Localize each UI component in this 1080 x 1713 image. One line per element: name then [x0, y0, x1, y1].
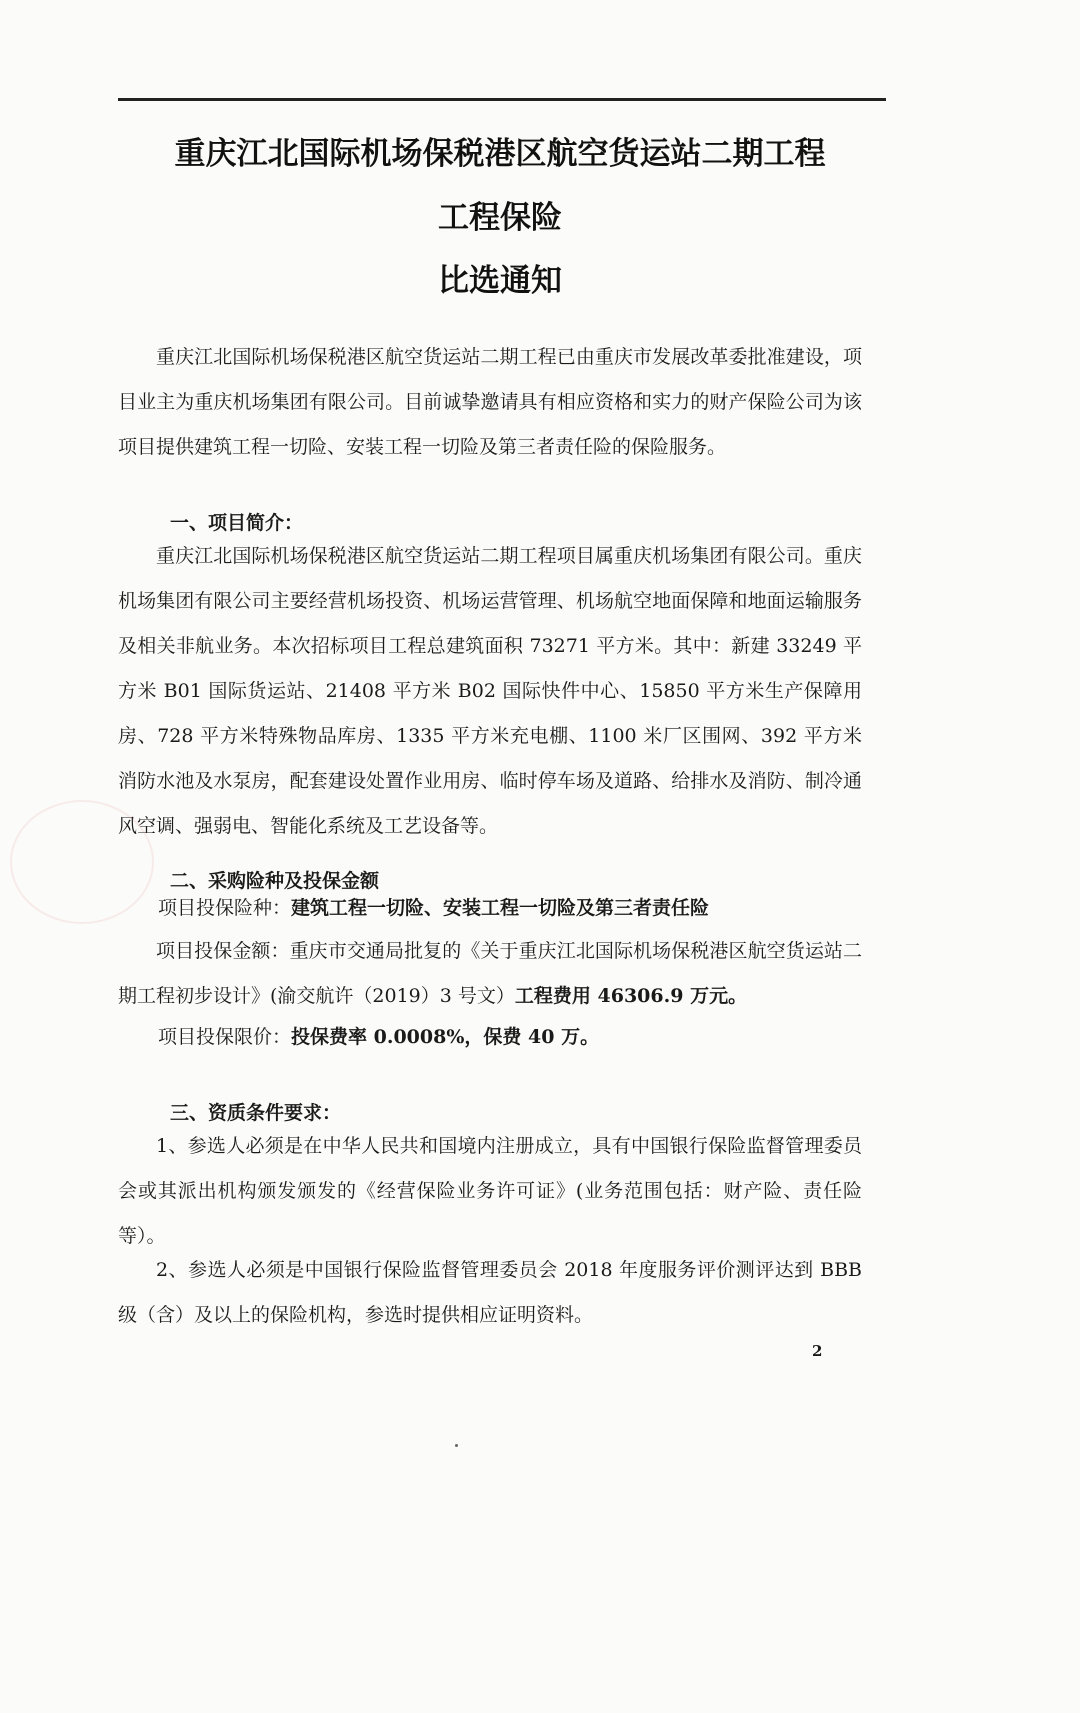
section-2-heading: 二、采购险种及投保金额 [170, 870, 380, 892]
insurance-limit-value: 投保费率 0.0008%，保费 40 万。 [291, 1026, 600, 1048]
title-line-1: 重庆江北国际机场保税港区航空货运站二期工程 [174, 136, 826, 172]
title-line-3: 比选通知 [438, 263, 562, 299]
insurance-amount-value: 工程费用 46306.9 万元。 [514, 985, 748, 1007]
section-1-body: 重庆江北国际机场保税港区航空货运站二期工程项目属重庆机场集团有限公司。重庆机场集团有限公司主要经营机场投资、机场运营管理、机场航空地面保障和地面运输服务及相关非航业务。本次招标项目工程总建筑面积 73271 平方米。其中：新建 33249 平方米 B01 国际货运站、21408 平方米 B02 国际快件中心、15850 平方米生产保障用房、728 平方米特殊物品库房、1335 平方米充电棚、1100 米厂区围网、392 平方米消防水池及水泵房，配套建设处置作业用房、临时停车场及道路、给排水及消防、制冷通风空调、强弱电、智能化系统及工艺设备等。 [118, 545, 862, 837]
insurance-amount-paragraph [118, 929, 862, 1019]
title-line-2: 工程保险 [438, 200, 562, 236]
qualification-item-2: 2、参选人必须是中国银行保险监督管理委员会 2018 年度服务评价测评达到 BBB 级（含）及以上的保险机构，参选时提供相应证明资料。 [118, 1259, 862, 1326]
page-number: 2 [812, 1342, 823, 1360]
scan-dot [455, 1444, 458, 1447]
insurance-type-value: 建筑工程一切险、安装工程一切险及第三者责任险 [291, 897, 710, 919]
section-1-heading: 一、项目简介： [170, 512, 304, 534]
section-3-heading: 三、资质条件要求： [170, 1102, 342, 1124]
insurance-limit-line [158, 1022, 599, 1052]
faint-stamp [10, 800, 154, 924]
insurance-type-line [158, 893, 709, 923]
top-rule [118, 98, 886, 101]
qualification-item-1: 1、参选人必须是在中华人民共和国境内注册成立，具有中国银行保险监督管理委员会或其派出机构颁发颁发的《经营保险业务许可证》(业务范围包括：财产险、责任险等）。 [118, 1135, 862, 1247]
insurance-amount-text: 项目投保金额：重庆市交通局批复的《关于重庆江北国际机场保税港区航空货运站二期工程初步设计》(渝交航许（2019）3 号文） [118, 940, 862, 1007]
insurance-type-label: 项目投保险种： [158, 897, 292, 919]
intro-paragraph: 重庆江北国际机场保税港区航空货运站二期工程已由重庆市发展改革委批准建设，项目业主为重庆机场集团有限公司。目前诚挚邀请具有相应资格和实力的财产保险公司为该项目提供建筑工程一切险、安装工程一切险及第三者责任险的保险服务。 [118, 346, 862, 458]
insurance-limit-label: 项目投保限价： [158, 1026, 292, 1048]
